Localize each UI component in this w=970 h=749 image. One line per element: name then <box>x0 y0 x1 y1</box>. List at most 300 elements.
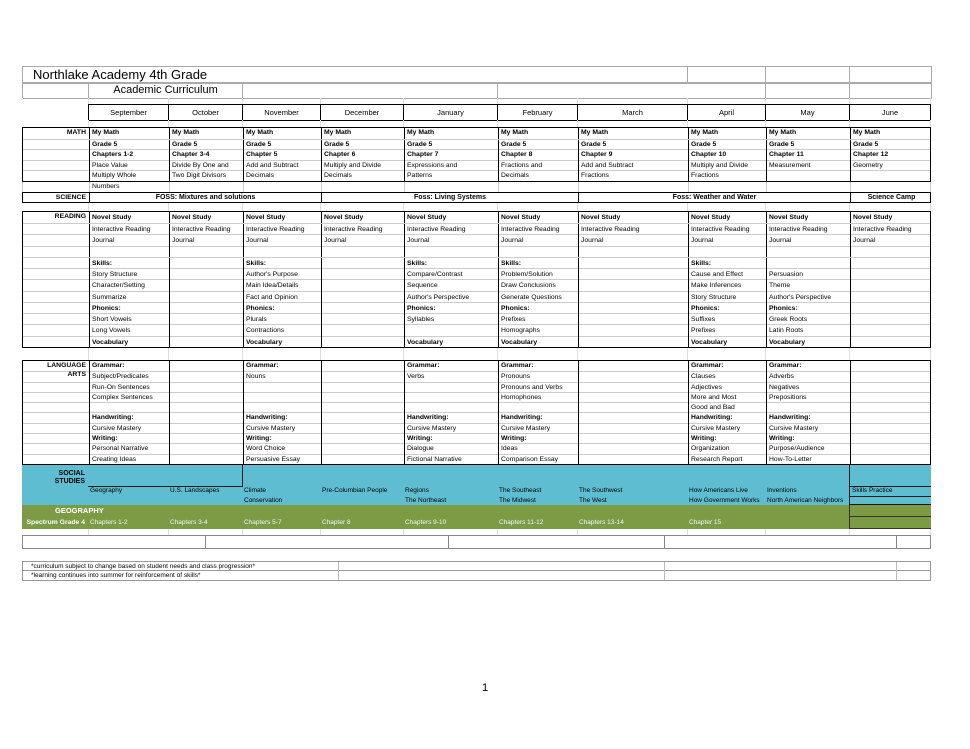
cell: My Math <box>404 128 498 139</box>
geography-book-label: Spectrum Grade 4 <box>26 518 85 526</box>
cell: Grade 5 <box>321 140 404 151</box>
cell <box>242 529 320 535</box>
social-studies-topic: Conservation <box>244 496 283 504</box>
cell <box>23 337 89 348</box>
section-label-social-studies: SOCIAL STUDIES <box>54 469 85 486</box>
cell <box>22 354 88 360</box>
cell: Story Structure <box>688 292 766 303</box>
geography-chapter: Chapters 9-10 <box>405 518 447 526</box>
cell <box>497 354 577 360</box>
cell: Fractions and <box>498 161 578 172</box>
table-row <box>23 336 930 347</box>
cell <box>577 120 687 127</box>
cell <box>243 403 321 413</box>
cell: Novel Study <box>169 212 243 223</box>
cell: Handwriting: <box>243 413 321 423</box>
cell: Writing: <box>404 434 498 444</box>
cell <box>22 104 88 121</box>
footnote-text: *curriculum subject to change based on student needs and class progression* <box>31 562 256 570</box>
cell <box>168 529 242 535</box>
cell: Cursive Mastery <box>89 424 169 434</box>
section-label-reading: READING <box>54 212 86 220</box>
cell <box>849 203 931 211</box>
cell <box>404 383 498 393</box>
geography-chapter: Chapter 15 <box>689 518 722 526</box>
cell: Chapter 5 <box>243 150 321 161</box>
cell: Grade 5 <box>89 140 169 151</box>
cell <box>88 354 168 360</box>
cell <box>321 393 404 403</box>
month-header: December <box>320 104 403 121</box>
social-studies-topic: Pre-Columbian People <box>322 486 388 494</box>
month-header-row <box>22 104 931 120</box>
cell: Prefixes <box>498 314 578 325</box>
cell: Handwriting: <box>89 413 169 423</box>
cell: Make Inferences <box>688 280 766 291</box>
cell <box>23 383 89 393</box>
cell: Grade 5 <box>578 140 688 151</box>
cell <box>205 536 448 548</box>
cell: Interactive Reading <box>766 224 850 235</box>
cell <box>578 182 688 192</box>
cell <box>23 140 89 151</box>
cell <box>448 536 664 548</box>
cell <box>22 120 88 127</box>
section-label-math: MATH <box>66 129 86 136</box>
cell <box>320 203 403 211</box>
cell <box>23 372 89 382</box>
cell: Place Value <box>89 161 169 172</box>
cell <box>243 82 498 99</box>
cell: Novel Study <box>498 212 578 223</box>
cell: Journal <box>404 235 498 246</box>
spacer-row <box>22 120 931 127</box>
page-subtitle-text: Academic Curriculum <box>113 84 218 96</box>
table-row <box>23 234 930 245</box>
social-studies-topic: How Government Works <box>689 496 760 504</box>
cell: Multiply and Divide <box>321 161 404 172</box>
cell: Add and Subtract <box>578 161 688 172</box>
cell: Novel Study <box>404 212 498 223</box>
cell: Contractions <box>243 325 321 336</box>
cell: Handwriting: <box>688 413 766 423</box>
table-row <box>23 443 930 453</box>
cell: Skills: <box>688 258 766 269</box>
cell: Phonics: <box>243 303 321 314</box>
cell <box>169 434 243 444</box>
geography-chapter: Chapters 13-14 <box>579 518 624 526</box>
cell: Fractions <box>578 171 688 182</box>
cell <box>22 529 88 535</box>
cell <box>321 372 404 382</box>
cell <box>321 303 404 314</box>
footnote-row <box>22 561 931 571</box>
footnote-row <box>22 571 931 581</box>
cell <box>321 292 404 303</box>
cell <box>849 505 931 517</box>
cell: Cursive Mastery <box>766 424 850 434</box>
cell <box>896 536 932 548</box>
cell <box>321 455 404 465</box>
table-row <box>23 454 930 464</box>
cell <box>23 235 89 246</box>
cell <box>23 403 89 413</box>
month-header: November <box>242 104 320 121</box>
cell <box>497 465 577 487</box>
cell: Theme <box>766 280 850 291</box>
cell: Author's Perspective <box>766 292 850 303</box>
science-unit: Foss: Living Systems <box>321 193 578 203</box>
cell <box>23 280 89 291</box>
cell: Pronouns and Verbs <box>498 383 578 393</box>
cell: My Math <box>688 128 766 139</box>
cell <box>169 314 243 325</box>
cell: Writing: <box>766 434 850 444</box>
social-studies-topic: The Southwest <box>579 486 623 494</box>
cell <box>88 203 168 211</box>
cell <box>243 247 321 257</box>
cell: Multiply and Divide <box>688 161 766 172</box>
cell <box>23 303 89 314</box>
cell: Novel Study <box>89 212 169 223</box>
page-number: 1 <box>481 682 489 694</box>
cell: Novel Study <box>850 212 932 223</box>
social-studies-topic: The Southeast <box>499 486 542 494</box>
cell <box>242 354 320 360</box>
cell: Grade 5 <box>850 140 932 151</box>
cell <box>850 403 932 413</box>
cell <box>766 247 850 257</box>
social-studies-topic: Geography <box>90 486 123 494</box>
cell <box>23 314 89 325</box>
cell: Vocabulary <box>766 337 850 348</box>
section-math <box>22 127 931 182</box>
cell: Decimals <box>321 171 404 182</box>
cell <box>242 465 320 487</box>
cell <box>169 393 243 403</box>
cell: My Math <box>321 128 404 139</box>
cell <box>850 444 932 454</box>
cell: Interactive Reading <box>688 224 766 235</box>
cell <box>23 182 89 192</box>
cell <box>688 247 766 257</box>
cell: Good and Bad <box>688 403 766 413</box>
cell: Chapter 6 <box>321 150 404 161</box>
cell: Short Vowels <box>89 314 169 325</box>
cell: Main Idea/Details <box>243 280 321 291</box>
cell <box>498 247 578 257</box>
cell: Chapter 3-4 <box>169 150 243 161</box>
section-social-studies <box>22 465 931 505</box>
cell: My Math <box>498 128 578 139</box>
cell <box>243 182 321 192</box>
cell <box>578 247 688 257</box>
cell: Adverbs <box>766 372 850 382</box>
cell <box>242 203 320 211</box>
cell <box>578 455 688 465</box>
cell <box>338 571 664 580</box>
subtitle-row <box>22 82 931 98</box>
cell: Journal <box>850 235 932 246</box>
cell: Grade 5 <box>688 140 766 151</box>
cell <box>687 203 765 211</box>
table-row <box>23 392 930 402</box>
cell: Creating Ideas <box>89 455 169 465</box>
cell <box>321 434 404 444</box>
cell: Nouns <box>243 372 321 382</box>
cell <box>23 393 89 403</box>
table-row <box>23 402 930 412</box>
cell <box>23 161 89 172</box>
table-row <box>23 279 930 290</box>
cell <box>687 120 765 127</box>
cell <box>321 280 404 291</box>
cell: Skills: <box>404 258 498 269</box>
cell: Novel Study <box>578 212 688 223</box>
cell <box>88 465 168 487</box>
cell: Grammar: <box>89 361 169 379</box>
cell <box>320 354 403 360</box>
social-studies-topic: The Northeast <box>405 496 447 504</box>
cell: My Math <box>169 128 243 139</box>
cell <box>578 292 688 303</box>
cell <box>850 455 932 465</box>
cell <box>850 182 932 192</box>
cell <box>169 292 243 303</box>
cell: Dialogue <box>404 444 498 454</box>
cell <box>497 203 577 211</box>
cell <box>321 383 404 393</box>
cell: Cursive Mastery <box>404 424 498 434</box>
cell: Novel Study <box>766 212 850 223</box>
footnotes <box>22 561 931 581</box>
cell: Chapter 8 <box>498 150 578 161</box>
table-row <box>22 517 931 529</box>
cell <box>850 383 932 393</box>
geography-chapter: Chapters 11-12 <box>499 518 544 526</box>
table-row <box>23 382 930 392</box>
cell <box>169 403 243 413</box>
cell <box>169 372 243 382</box>
cell <box>321 325 404 336</box>
cell <box>321 182 404 192</box>
cell: Phonics: <box>404 303 498 314</box>
cell: Vocabulary <box>243 337 321 348</box>
table-row <box>23 324 930 335</box>
cell <box>850 434 932 444</box>
cell <box>577 465 687 487</box>
cell <box>169 424 243 434</box>
cell <box>664 536 896 548</box>
cell <box>577 203 687 211</box>
cell: Writing: <box>688 434 766 444</box>
cell: Grade 5 <box>243 140 321 151</box>
section-label-language-arts: LANGUAGE ARTS <box>47 361 86 378</box>
cell: Grammar: <box>766 361 850 379</box>
table-row <box>23 371 930 381</box>
cell <box>578 413 688 423</box>
cell <box>168 354 242 360</box>
title-row <box>22 66 931 83</box>
cell: Writing: <box>243 434 321 444</box>
month-header: May <box>765 104 849 121</box>
month-header: June <box>849 104 931 121</box>
cell: Journal <box>89 235 169 246</box>
cell: Fractions <box>688 171 766 182</box>
spacer-row <box>22 529 931 535</box>
cell <box>498 403 578 413</box>
table-row <box>23 291 930 302</box>
cell <box>169 337 243 348</box>
social-studies-topic: The Midwest <box>499 496 536 504</box>
geography-chapter: Chapters 5-7 <box>244 518 282 526</box>
cell: Vocabulary <box>498 337 578 348</box>
cell <box>321 314 404 325</box>
cell <box>169 455 243 465</box>
cell <box>169 444 243 454</box>
cell <box>850 393 932 403</box>
science-unit: Science Camp <box>850 193 932 203</box>
cell <box>338 562 664 571</box>
cell: Character/Setting <box>89 280 169 291</box>
social-studies-topic: Regions <box>405 486 429 494</box>
table-row <box>22 496 931 505</box>
table-row <box>23 170 930 181</box>
table-row <box>23 313 930 324</box>
cell: Negatives <box>766 383 850 393</box>
cell: My Math <box>850 128 932 139</box>
cell: Interactive Reading <box>850 224 932 235</box>
cell: Interactive Reading <box>498 224 578 235</box>
cell <box>577 354 687 360</box>
social-studies-topic: How Americans Live <box>689 486 748 494</box>
table-row <box>23 302 930 313</box>
spacer-row <box>22 203 931 211</box>
cell <box>765 465 849 487</box>
cell <box>23 424 89 434</box>
cell <box>850 303 932 314</box>
cell <box>765 203 849 211</box>
cell <box>850 258 932 269</box>
cell <box>89 247 169 257</box>
cell: More and Most <box>688 393 766 403</box>
cell <box>850 424 932 434</box>
cell: Interactive Reading <box>578 224 688 235</box>
cell: My Math <box>578 128 688 139</box>
cell: Skills: <box>243 258 321 269</box>
cell: Skills: <box>89 258 169 269</box>
cell <box>850 171 932 182</box>
cell: Syllables <box>404 314 498 325</box>
cell <box>22 203 88 211</box>
geography-chapter: Chapters 3-4 <box>170 518 208 526</box>
social-studies-topic: Skills Practice <box>849 486 931 497</box>
cell: My Math <box>243 128 321 139</box>
cell <box>578 269 688 280</box>
cell: Prepositions <box>766 393 850 403</box>
table-row <box>23 160 930 171</box>
cell <box>687 529 765 535</box>
cell: Skills: <box>498 258 578 269</box>
social-studies-topic: North American Neighbors <box>767 496 844 504</box>
table-row <box>23 246 930 257</box>
cell <box>168 203 242 211</box>
cell: Divide By One and <box>169 161 243 172</box>
cell <box>243 393 321 403</box>
cell: Sequence <box>404 280 498 291</box>
cell: Journal <box>169 235 243 246</box>
cell <box>578 325 688 336</box>
social-studies-topic: U.S. Landscapes <box>170 486 220 494</box>
cell: Homophones <box>498 393 578 403</box>
math-numbers-row <box>22 182 931 192</box>
cell <box>321 337 404 348</box>
cell: Patterns <box>404 171 498 182</box>
cell: Cause and Effect <box>688 269 766 280</box>
cell: Clauses <box>688 372 766 382</box>
social-studies-topic <box>849 496 931 505</box>
empty-row <box>22 535 931 549</box>
table-row <box>23 149 930 160</box>
cell <box>766 171 850 182</box>
cell <box>849 529 931 535</box>
cell: Vocabulary <box>89 337 169 348</box>
table-row <box>22 505 931 517</box>
month-header: March <box>577 104 687 121</box>
cell <box>849 354 931 360</box>
cell <box>850 314 932 325</box>
cell <box>578 280 688 291</box>
cell <box>321 247 404 257</box>
cell <box>88 529 168 535</box>
cell <box>23 82 89 99</box>
cell <box>850 82 932 99</box>
table-row <box>23 268 930 279</box>
cell <box>578 393 688 403</box>
science-unit: FOSS: Mixtures and solutions <box>89 193 321 203</box>
cell: Subject/Predicates <box>89 372 169 382</box>
cell <box>23 258 89 269</box>
cell <box>23 171 89 182</box>
cell: Journal <box>578 235 688 246</box>
cell: Ideas <box>498 444 578 454</box>
cell: Adjectives <box>688 383 766 393</box>
cell <box>578 444 688 454</box>
table-row <box>23 257 930 268</box>
cell <box>169 247 243 257</box>
cell: Research Report <box>688 455 766 465</box>
social-studies-topic: Climate <box>244 486 267 494</box>
geography-chapter: Chapter 8 <box>322 518 351 526</box>
cell: Homographs <box>498 325 578 336</box>
month-header: September <box>88 104 168 121</box>
cell <box>578 314 688 325</box>
social-studies-topic <box>168 496 242 505</box>
cell: Story Structure <box>89 269 169 280</box>
cell: Comparison Essay <box>498 455 578 465</box>
cell: Fact and Opinion <box>243 292 321 303</box>
cell <box>404 393 498 403</box>
cell <box>23 224 89 235</box>
cell <box>404 247 498 257</box>
cell <box>403 529 497 535</box>
cell: Chapter 7 <box>404 150 498 161</box>
cell: Cursive Mastery <box>688 424 766 434</box>
cell: Pronouns <box>498 372 578 382</box>
cell: Novel Study <box>321 212 404 223</box>
cell <box>169 280 243 291</box>
table-row <box>23 423 930 433</box>
